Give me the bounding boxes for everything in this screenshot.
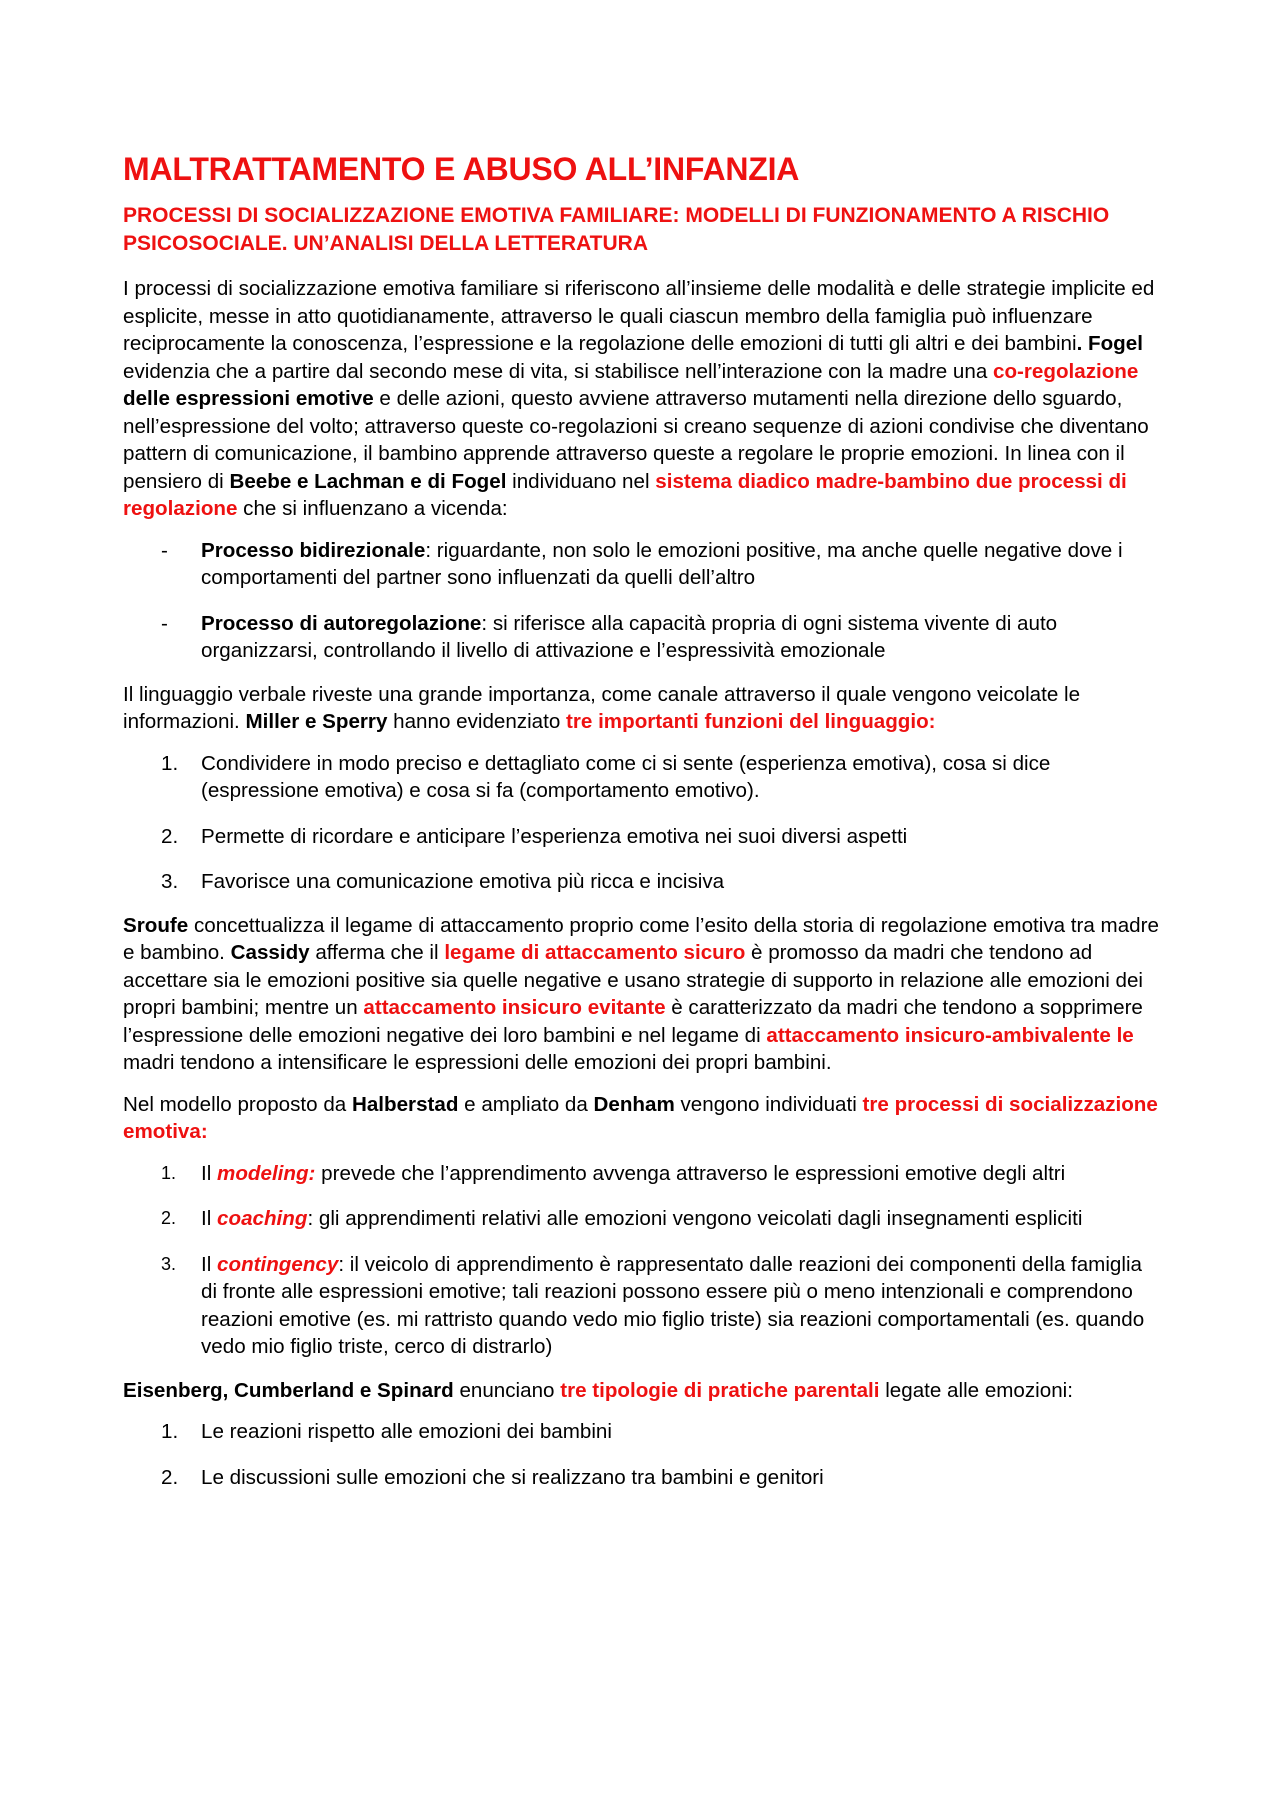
- bold-author: Eisenberg, Cumberland e Spinard: [123, 1378, 454, 1402]
- text-span: e ampliato da: [458, 1092, 594, 1116]
- text-span: e delle azioni, questo avviene attraverso mutamenti nella direzione dello sguardo, nell’espressione del volto; attraverso queste co-regolazioni si creano sequenze di azioni condivise che diventano pattern di comunicazione, il bambino apprende attraverso queste a regolare le proprie emozioni. In linea con il pensiero di: [123, 387, 1149, 493]
- numbered-list-funzioni: [123, 750, 1163, 896]
- text-span: Il: [201, 1252, 218, 1276]
- list-item: [123, 1418, 1163, 1446]
- number-marker: 1.: [161, 751, 179, 775]
- bold-author: Cassidy: [230, 941, 310, 964]
- bullet-list-processi: [123, 537, 1163, 665]
- number-marker: 3.: [161, 870, 179, 893]
- text-span: vengono individuati: [674, 1092, 863, 1116]
- text-span: Il: [201, 1161, 218, 1185]
- bold-author: Miller e Sperry: [245, 710, 388, 733]
- numbered-list-pratiche: [123, 1418, 1163, 1491]
- number-marker: 2.: [161, 1208, 177, 1228]
- text-span: legate alle emozioni:: [879, 1378, 1073, 1402]
- text-span: che si influenzano a vicenda:: [237, 497, 508, 520]
- list-item-text: Permette di ricordare e anticipare l’esperienza emotiva nei suoi diversi aspetti: [201, 824, 908, 848]
- text-span: Il linguaggio verbale riveste una grande importanza, come canale attraverso il quale vengono veicolate le informazioni.: [123, 682, 1081, 733]
- highlight-term: modeling:: [217, 1161, 316, 1185]
- number-marker: 2.: [161, 1465, 179, 1489]
- highlight-term: legame di attaccamento sicuro: [444, 941, 746, 964]
- list-item: [123, 823, 1163, 851]
- paragraph-modello: [123, 1091, 1163, 1146]
- document-title: MALTRATTAMENTO E ABUSO ALL’INFANZIA: [123, 151, 800, 187]
- text-span: Nel modello proposto da: [123, 1092, 352, 1116]
- bullet-marker: -: [161, 538, 168, 562]
- highlight-term: tre tipologie di pratiche parentali: [560, 1378, 880, 1402]
- text-span: è promosso da madri che tendono ad accettare sia le emozioni positive sia quelle negative e usano strategie di supporto in relazione alle emozioni dei propri bambini; mentre un: [123, 941, 1143, 1019]
- text-span: individuano nel: [506, 469, 656, 493]
- list-item: [123, 1205, 1163, 1233]
- list-item-text: Le discussioni sulle emozioni che si realizzano tra bambini e genitori: [201, 1465, 824, 1489]
- bold-author: . Fogel: [1076, 332, 1143, 355]
- highlight-term: co-regolazione: [993, 359, 1139, 383]
- bold-term: Processo bidirezionale: [201, 538, 426, 562]
- list-item-text: : gli apprendimenti relativi alle emozioni vengono veicolati dagli insegnamenti espliciti: [307, 1207, 1083, 1230]
- text-span: I processi di socializzazione emotiva familiare si riferiscono all’insieme delle modalità e delle strategie implicite ed esplicite, messe in atto quotidianamente, attraverso le quali ciascun membro della famiglia può influenzare reciprocamente la conoscenza, l’espressione e la regolazione delle emozioni di tutti gli altri e dei bambini: [123, 277, 1155, 355]
- text-span: enunciano: [453, 1378, 561, 1402]
- text-span: Il: [201, 1207, 218, 1230]
- list-item: [123, 868, 1163, 896]
- highlight-term: attaccamento insicuro-ambivalente le: [766, 1023, 1134, 1047]
- text-span: è caratterizzato da madri che tendono a sopprimere l’espressione delle emozioni negative dei loro bambini e nel legame di: [123, 996, 1143, 1047]
- highlight-term: tre processi di socializzazione emotiva:: [123, 1092, 1158, 1143]
- highlight-term: sistema diadico madre-bambino due processi di regolazione: [123, 469, 1127, 520]
- list-item-text: : si riferisce alla capacità propria di ogni sistema vivente di auto organizzarsi, controllando il livello di attivazione e l’espressività emozionale: [201, 611, 1058, 662]
- bold-term: delle espressioni emotive: [123, 387, 374, 410]
- number-marker: 1.: [161, 1420, 179, 1443]
- bold-author: Denham: [593, 1092, 675, 1116]
- list-item-text: : il veicolo di apprendimento è rappresentato dalle reazioni dei componenti della famiglia di fronte alle espressioni emotive; tali reazioni possono essere più o meno intenzionali e comprendono reazioni emotive (es. mi rattristo quando vedo mio figlio triste) sia reazioni comportamentali (es. quando vedo mio figlio triste, cerco di distrarlo): [201, 1252, 1145, 1358]
- list-item-text: Le reazioni rispetto alle emozioni dei bambini: [201, 1420, 612, 1443]
- highlight-term: attaccamento insicuro evitante: [363, 996, 666, 1019]
- list-item-text: : riguardante, non solo le emozioni positive, ma anche quelle negative dove i comportamenti del partner sono influenzati da quelli dell’altro: [201, 538, 1123, 589]
- number-marker: 1.: [161, 1162, 177, 1183]
- list-item: [123, 1160, 1163, 1188]
- list-item: [123, 750, 1163, 805]
- text-span: afferma che il: [309, 941, 445, 964]
- text-span: concettualizza il legame di attaccamento proprio come l’esito della storia di regolazione emotiva tra madre e bambino.: [123, 913, 1159, 964]
- list-item-text: prevede che l’apprendimento avvenga attraverso le espressioni emotive degli altri: [315, 1161, 1066, 1185]
- number-marker: 2.: [161, 824, 179, 848]
- list-item-text: Condividere in modo preciso e dettagliato come ci si sente (esperienza emotiva), cosa si dice (espressione emotiva) e cosa si fa (comportamento emotivo).: [201, 751, 1051, 802]
- text-span: madri tendono a intensificare le espressioni delle emozioni dei propri bambini.: [123, 1051, 832, 1074]
- bold-author: Beebe e Lachman e di Fogel: [229, 469, 507, 493]
- paragraph-attaccamento: [123, 912, 1163, 1077]
- list-item-text: Favorisce una comunicazione emotiva più ricca e incisiva: [201, 870, 725, 893]
- document-page: [123, 150, 1163, 1507]
- list-item: [123, 1464, 1163, 1492]
- paragraph-linguaggio: [123, 681, 1163, 736]
- list-item: [123, 610, 1163, 665]
- paragraph-socializzazione: [123, 275, 1163, 523]
- text-span: evidenzia che a partire dal secondo mese di vita, si stabilisce nell’interazione con la madre una: [123, 359, 993, 383]
- bold-term: Processo di autoregolazione: [201, 611, 482, 635]
- highlight-term: contingency: [217, 1252, 339, 1276]
- list-item: [123, 1251, 1163, 1361]
- section-heading: PROCESSI DI SOCIALIZZAZIONE EMOTIVA FAMILIARE: MODELLI DI FUNZIONAMENTO A RISCHIO PSICOSOCIALE. UN’ANALISI DELLA LETTERATURA: [123, 204, 1110, 255]
- paragraph-pratiche-parentali: [123, 1377, 1163, 1405]
- number-marker: 3.: [161, 1253, 177, 1274]
- bold-author: Sroufe: [123, 913, 189, 937]
- highlight-term: tre importanti funzioni del linguaggio:: [566, 710, 936, 733]
- highlight-term: coaching: [217, 1207, 308, 1230]
- bullet-marker: -: [161, 611, 168, 635]
- bold-author: Halberstad: [351, 1092, 459, 1116]
- list-item: [123, 537, 1163, 592]
- numbered-list-processi-socializzazione: [123, 1160, 1163, 1361]
- text-span: hanno evidenziato: [387, 710, 567, 733]
